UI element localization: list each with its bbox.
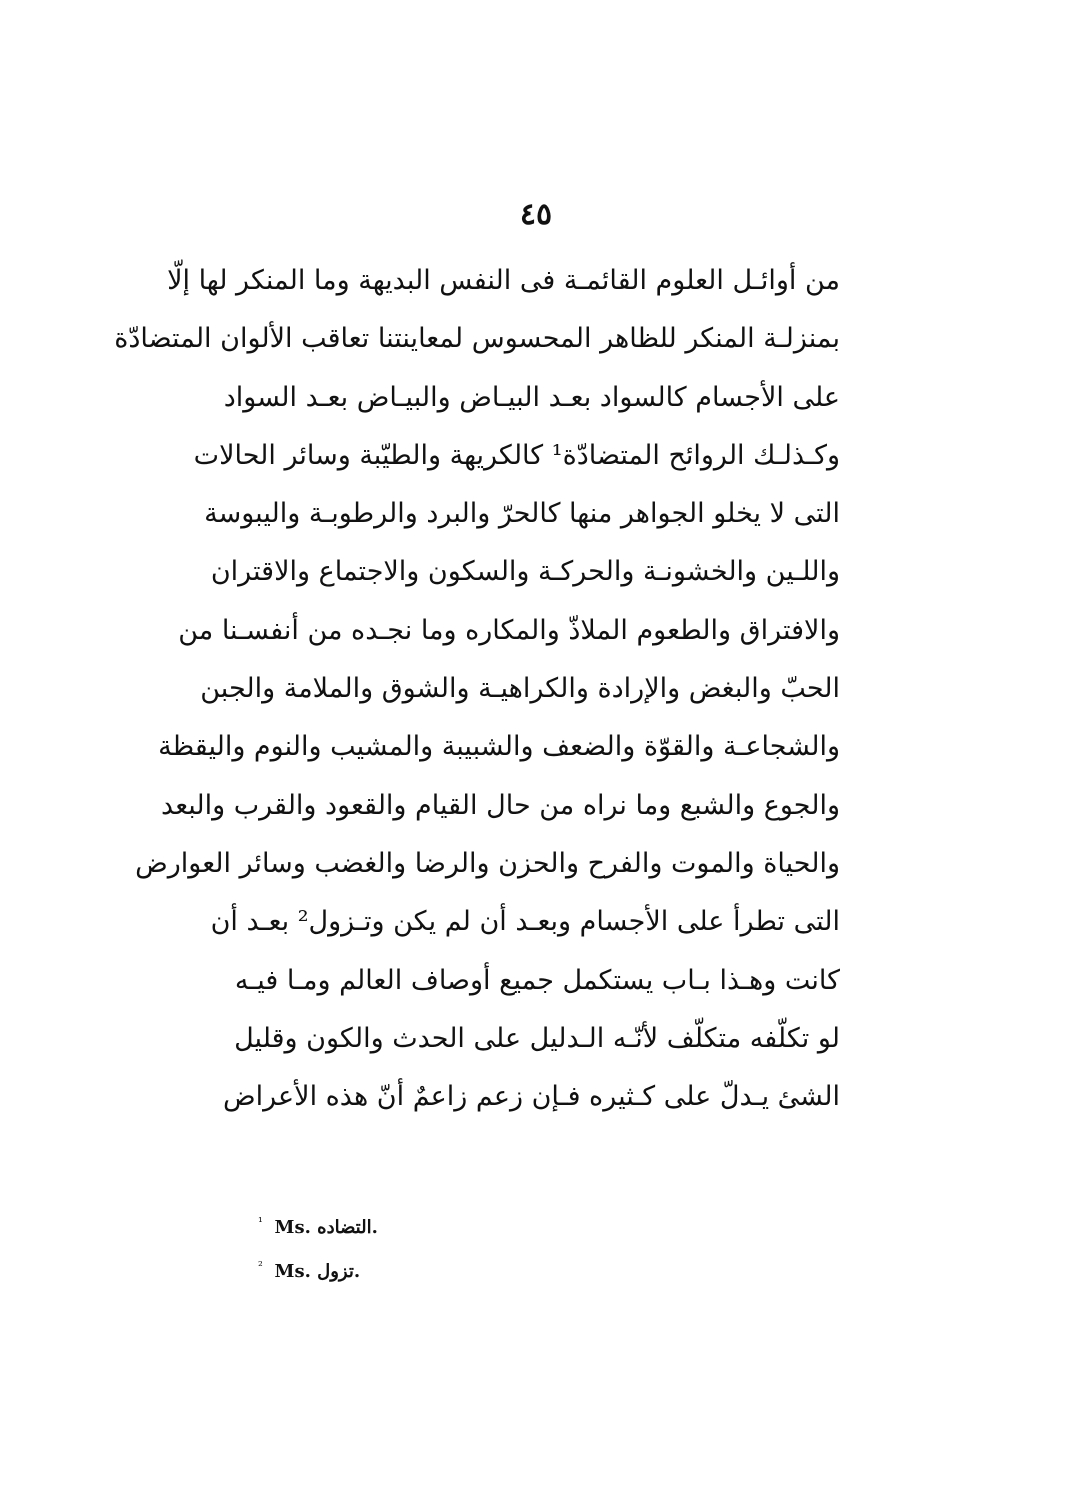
- text-line: الحبّ والبغض والإرادة والكراهيـة والشوق والملامة والجبن: [200, 673, 840, 705]
- footnotes: [258, 1200, 658, 1288]
- page-number: ٤٥: [519, 197, 553, 232]
- text-line: بمنزلـة المنكر للظاهر المحسوس لمعاينتنا تعاقب الألوان المتضادّة: [114, 323, 840, 355]
- text-line: وكـذلـك الروائح المتضادّة¹ كالكريهة والطيّبة وسائر الحالات: [193, 439, 840, 471]
- footnote-1: [258, 1200, 658, 1244]
- text-line: كانت وهـذا بـاب يستكمل جميع أوصاف العالم ومـا فيـه: [234, 964, 840, 996]
- footnote-2: [258, 1244, 658, 1288]
- body-text: [114, 252, 840, 1126]
- footnote-text: Ms. التضاده.: [274, 1217, 378, 1238]
- text-line: الشئ يـدلّ على كـثيره فـإن زعم زاعمٌ أنّ هذه الأعراض: [223, 1081, 840, 1113]
- footnote-marker: ²: [258, 1259, 263, 1273]
- text-line: لو تكلّفه متكلّف لأنّـه الـدليل على الحدث والكون وقليل: [234, 1022, 840, 1054]
- text-line: والحياة والموت والفرح والحزن والرضا والغضب وسائر العوارض: [135, 847, 840, 879]
- text-line: على الأجسام كالسواد بعـد البيـاض والبيـاض بعـد السواد: [223, 381, 840, 413]
- text-line: واللـين والخشونـة والحركـة والسكون والاجتماع والاقتران: [210, 556, 840, 588]
- text-line: التى تطرأ على الأجسام وبعـد أن لم يكن وتـزول² بعـد أن: [210, 906, 840, 938]
- footnote-text: Ms. تزول.: [274, 1261, 361, 1282]
- text-line: من أوائـل العلوم القائمـة فى النفس البديهة وما المنكر لها إلّا: [167, 265, 840, 296]
- text-line: التى لا يخلو الجواهر منها كالحرّ والبرد والرطوبـة واليبوسة: [204, 498, 840, 530]
- text-line: والجوع والشبع وما نراه من حال القيام والقعود والقرب والبعد: [161, 789, 840, 821]
- text-line: والافتراق والطعوم الملاذّ والمكاره وما نجـده من أنفسـنا من: [178, 614, 840, 646]
- footnote-marker: ¹: [258, 1215, 263, 1229]
- text-line: والشجاعـة والقوّة والضعف والشبيبة والمشيب والنوم واليقظة: [158, 731, 840, 763]
